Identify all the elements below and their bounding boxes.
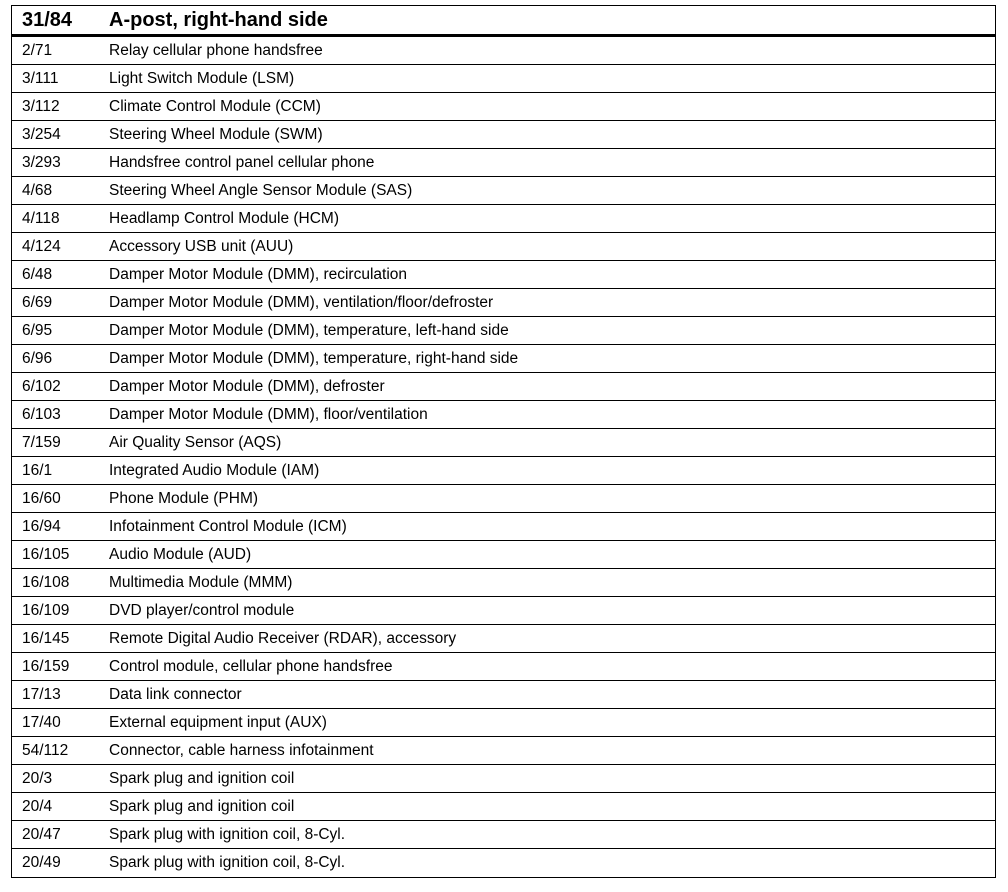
row-code: 6/96 <box>22 349 53 367</box>
row-description: Phone Module (PHM) <box>109 489 259 507</box>
table-row <box>12 737 995 765</box>
table-row <box>12 317 995 345</box>
table-row <box>12 681 995 709</box>
row-description: Infotainment Control Module (ICM) <box>109 517 347 535</box>
table-row <box>12 289 995 317</box>
row-code: 6/48 <box>22 265 53 283</box>
header-title: A-post, right-hand side <box>109 8 328 31</box>
row-description: Spark plug and ignition coil <box>109 797 295 815</box>
row-description: Data link connector <box>109 685 242 703</box>
row-description: Light Switch Module (LSM) <box>109 69 295 87</box>
row-description: Accessory USB unit (AUU) <box>109 237 294 255</box>
row-code: 6/69 <box>22 293 53 311</box>
row-description: Damper Motor Module (DMM), floor/ventilation <box>109 405 428 423</box>
row-description: Damper Motor Module (DMM), temperature, left-hand side <box>109 321 509 339</box>
row-code: 16/159 <box>22 657 70 675</box>
table-row <box>12 429 995 457</box>
table-row <box>12 709 995 737</box>
table-row <box>12 849 995 877</box>
row-code: 2/71 <box>22 41 53 59</box>
table-row <box>12 233 995 261</box>
table-row <box>12 149 995 177</box>
row-code: 3/254 <box>22 125 61 143</box>
table-row <box>12 345 995 373</box>
row-description: Steering Wheel Angle Sensor Module (SAS) <box>109 181 413 199</box>
row-code: 16/108 <box>22 573 70 591</box>
row-code: 3/293 <box>22 153 61 171</box>
row-description: Control module, cellular phone handsfree <box>109 657 393 675</box>
row-code: 3/111 <box>22 69 59 87</box>
row-code: 20/4 <box>22 797 53 815</box>
table-row <box>12 485 995 513</box>
row-description: Remote Digital Audio Receiver (RDAR), accessory <box>109 629 457 647</box>
row-description: Damper Motor Module (DMM), recirculation <box>109 265 408 283</box>
row-description: Relay cellular phone handsfree <box>109 41 323 59</box>
component-table <box>11 5 996 878</box>
row-code: 16/105 <box>22 545 70 563</box>
row-code: 6/103 <box>22 405 61 423</box>
row-code: 16/109 <box>22 601 70 619</box>
row-code: 16/60 <box>22 489 61 507</box>
row-code: 7/159 <box>22 433 61 451</box>
header-code: 31/84 <box>22 8 73 31</box>
table-header <box>12 6 995 37</box>
row-code: 20/47 <box>22 825 61 843</box>
table-row <box>12 541 995 569</box>
table-body <box>12 37 995 877</box>
table-row <box>12 261 995 289</box>
row-description: Headlamp Control Module (HCM) <box>109 209 339 227</box>
row-description: Audio Module (AUD) <box>109 545 252 563</box>
row-code: 6/95 <box>22 321 53 339</box>
table-row <box>12 597 995 625</box>
row-code: 4/124 <box>22 237 61 255</box>
row-description: Connector, cable harness infotainment <box>109 741 374 759</box>
table-row <box>12 625 995 653</box>
row-description: Damper Motor Module (DMM), temperature, right-hand side <box>109 349 519 367</box>
table-row <box>12 765 995 793</box>
table-row <box>12 373 995 401</box>
table-row <box>12 93 995 121</box>
row-code: 6/102 <box>22 377 61 395</box>
row-description: Steering Wheel Module (SWM) <box>109 125 323 143</box>
row-description: Spark plug with ignition coil, 8-Cyl. <box>109 854 346 871</box>
row-code: 54/112 <box>22 741 69 759</box>
table-row <box>12 653 995 681</box>
row-code: 16/94 <box>22 517 61 535</box>
table-row <box>12 513 995 541</box>
row-description: Damper Motor Module (DMM), defroster <box>109 377 385 395</box>
row-code: 20/3 <box>22 769 53 787</box>
table-row <box>12 401 995 429</box>
row-code: 20/49 <box>22 854 61 871</box>
row-description: Damper Motor Module (DMM), ventilation/floor/defroster <box>109 293 494 311</box>
row-description: Handsfree control panel cellular phone <box>109 153 375 171</box>
row-code: 16/1 <box>22 461 53 479</box>
table-row <box>12 121 995 149</box>
row-description: Spark plug and ignition coil <box>109 769 295 787</box>
row-description: Air Quality Sensor (AQS) <box>109 433 282 451</box>
row-code: 4/118 <box>22 209 60 227</box>
row-description: Multimedia Module (MMM) <box>109 573 293 591</box>
row-description: DVD player/control module <box>109 601 295 619</box>
row-description: Spark plug with ignition coil, 8-Cyl. <box>109 825 346 843</box>
table-row <box>12 37 995 65</box>
table-row <box>12 793 995 821</box>
row-code: 3/112 <box>22 97 60 115</box>
row-description: External equipment input (AUX) <box>109 713 327 731</box>
table-row <box>12 177 995 205</box>
row-code: 17/13 <box>22 685 61 703</box>
row-description: Integrated Audio Module (IAM) <box>109 461 320 479</box>
table-row <box>12 569 995 597</box>
table-row <box>12 65 995 93</box>
table-row <box>12 821 995 849</box>
row-code: 17/40 <box>22 713 61 731</box>
table-row <box>12 457 995 485</box>
row-description: Climate Control Module (CCM) <box>109 97 321 115</box>
row-code: 16/145 <box>22 629 70 647</box>
table-row <box>12 205 995 233</box>
row-code: 4/68 <box>22 181 53 199</box>
